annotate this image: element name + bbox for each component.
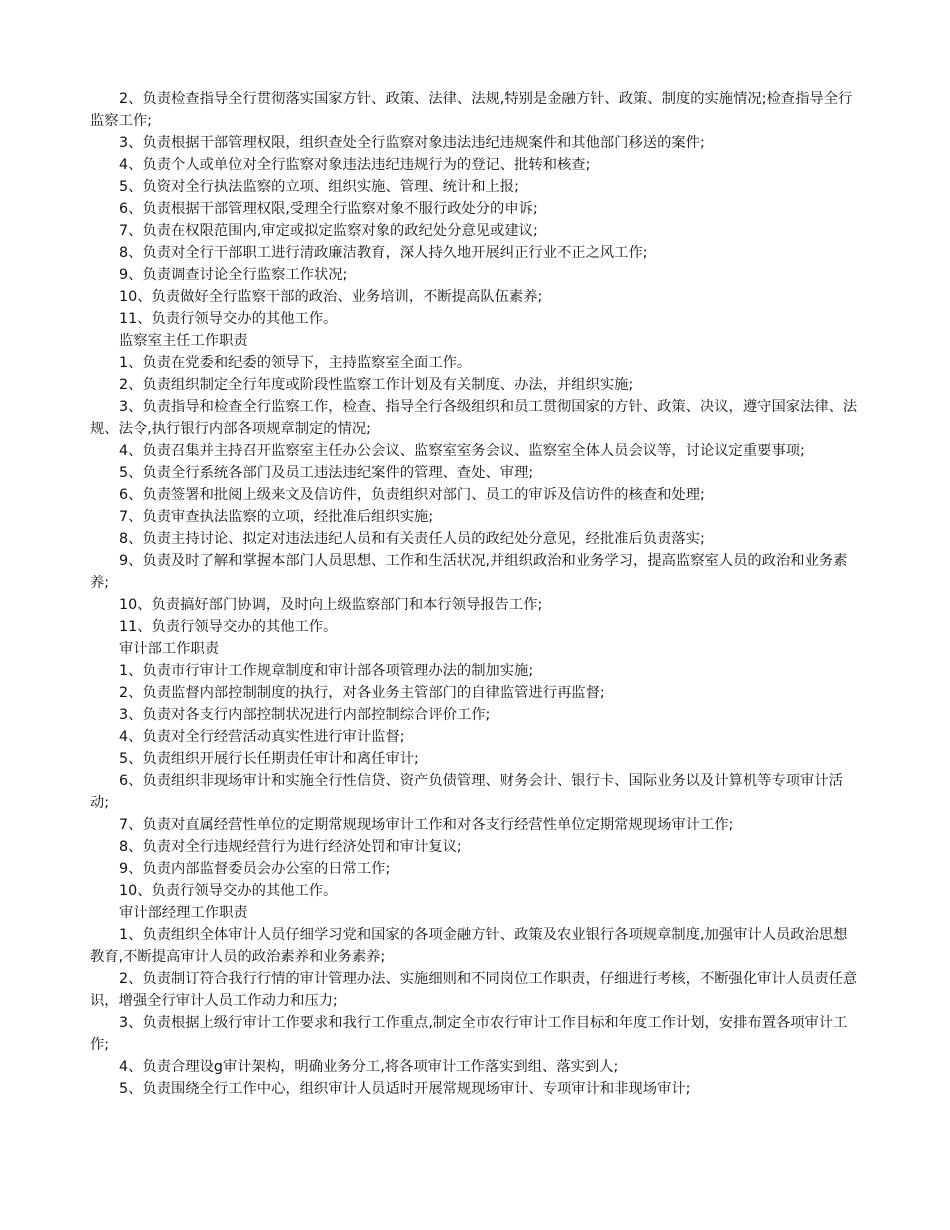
paragraph: 9、负责调查讨论全行监察工作状况;	[119, 267, 348, 283]
paragraph: 3、负责根据干部管理权限，组织查处全行监察对象违法违纪违规案件和其他部门移送的案件;	[119, 135, 705, 151]
paragraph: 5、负责全行系统各部门及员工违法违纪案件的管理、查处、审理;	[119, 465, 534, 481]
paragraph: 8、负责对全行干部职工进行清政廉洁教育，深人持久地开展纠正行业不正之风工作;	[119, 245, 648, 261]
paragraph: 10、负责行领导交办的其他工作。	[119, 883, 338, 899]
paragraph: 9、负责及时了解和掌握本部门人员思想、工作和生活状况,并组织政治和业务学习，提高监察室人员的政治和业务素养;	[90, 553, 848, 591]
paragraph: 4、负责个人或单位对全行监察对象违法违纪违规行为的登记、批转和核查;	[119, 157, 591, 173]
paragraph: 2、负责检查指导全行贯彻落实国家方针、政策、法律、法规,特别是金融方针、政策、制度的实施情况;检查指导全行监察工作;	[90, 91, 853, 129]
paragraph: 2、负责监督内部控制制度的执行，对各业务主管部门的自律监管进行再监督;	[119, 685, 605, 701]
paragraph: 1、负责市行审计工作规章制度和审计部各项管理办法的制加实施;	[119, 663, 534, 679]
paragraph: 8、负责主持讨论、拟定对违法违纪人员和有关责任人员的政纪处分意见，经批准后负责落实;	[119, 531, 705, 547]
paragraph: 3、负责对各支行内部控制状况进行内部控制综合评价工作;	[119, 707, 491, 723]
paragraph: 4、负责召集并主持召开监察室主任办公会议、监察室室务会议、监察室全体人员会议等，讨论议定重要事项;	[119, 443, 805, 459]
paragraph: 11、负责行领导交办的其他工作。	[119, 311, 338, 327]
paragraph: 4、负责对全行经营活动真实性进行审计监督;	[119, 729, 405, 745]
paragraph: 6、负责根据干部管理权限,受理全行监察对象不服行政处分的申诉;	[119, 201, 538, 217]
paragraph: 11、负责行领导交办的其他工作。	[119, 619, 338, 635]
paragraph: 4、负责合理设g审计架构，明确业务分工,将各项审计工作落实到组、落实到人;	[119, 1059, 619, 1075]
paragraph: 8、负责对全行违规经营行为进行经济处罚和审计复议;	[119, 839, 462, 855]
section-heading: 监察室主任工作职责	[119, 333, 248, 349]
paragraph: 10、负责做好全行监察干部的政治、业务培训，不断提高队伍素养;	[119, 289, 543, 305]
paragraph: 5、负责围绕全行工作中心，组织审计人员适时开展常规现场审计、专项审计和非现场审计;	[119, 1081, 691, 1097]
paragraph: 5、负责组织开展行长任期责任审计和离任审计;	[119, 751, 419, 767]
paragraph: 9、负责内部监督委员会办公室的日常工作;	[119, 861, 391, 877]
paragraph: 5、负资对全行执法监察的立项、组织实施、管理、统计和上报;	[119, 179, 519, 195]
paragraph: 1、负责组织全体审计人员仔细学习党和国家的各项金融方针、政策及农业银行各项规章制度,加强审计人员政治思想教育,不断提高审计人员的政治素养和业务素养;	[90, 927, 848, 965]
paragraph: 3、负责根据上级行审计工作要求和我行工作重点,制定全市农行审计工作目标和年度工作计划，安排布置各项审计工作;	[90, 1015, 848, 1053]
paragraph: 7、负责审查执法监察的立项，经批准后组织实施;	[119, 509, 434, 525]
paragraph: 7、负责对直属经营性单位的定期常规现场审计工作和对各支行经营性单位定期常规现场审计工作;	[119, 817, 734, 833]
paragraph: 1、负责在党委和纪委的领导下，主持监察室全面工作。	[119, 355, 472, 371]
paragraph: 6、负责签署和批阅上级来文及信访件，负责组织对部门、员工的审诉及信访件的核查和处理;	[119, 487, 705, 503]
paragraph: 3、负责指导和检查全行监察工作，检查、指导全行各级组织和员工贯彻国家的方针、政策、决议，遵守国家法律、法规、法令,执行银行内部各项规章制定的情况;	[90, 399, 858, 437]
paragraph: 2、负责组织制定全行年度或阶段性监察工作计划及有关制度、办法，并组织实施;	[119, 377, 634, 393]
section-heading: 审计部工作职责	[119, 641, 220, 657]
section-heading: 审计部经理工作职责	[119, 905, 248, 921]
paragraph: 7、负责在权限范围内,审定或拟定监察对象的政纪处分意见或建议;	[119, 223, 538, 239]
paragraph: 10、负责搞好部门协调，及时向上级监察部门和本行领导报告工作;	[119, 597, 543, 613]
paragraph: 2、负责制订符合我行行情的审计管理办法、实施细则和不同岗位工作职责，仔细进行考核，不断强化审计人员责任意识，增强全行审计人员工作动力和压力;	[90, 971, 858, 1009]
paragraph: 6、负责组织非现场审计和实施全行性信贷、资产负债管理、财务会计、银行卡、国际业务以及计算机等专项审计活动;	[90, 773, 843, 811]
